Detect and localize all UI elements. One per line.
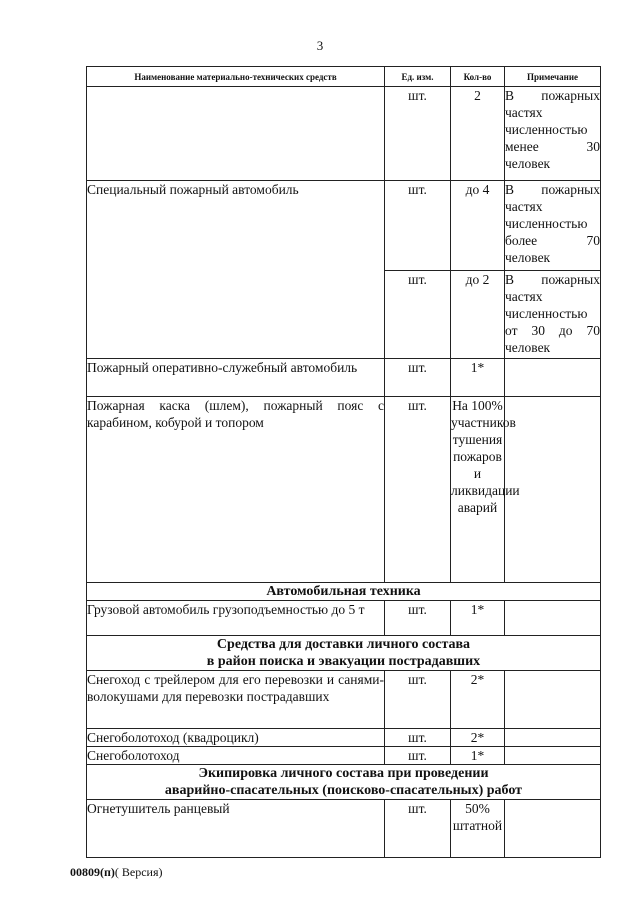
cell-unit: шт. [385,181,451,271]
cell-unit: шт. [385,397,451,583]
page-number: 3 [316,38,324,53]
cell-note [505,729,601,747]
materials-table [86,66,601,858]
cell-unit: шт. [385,671,451,729]
cell-note [505,800,601,858]
cell-note [505,601,601,636]
cell-qty: 2 [451,87,505,181]
section-row [87,636,601,671]
section-row [87,765,601,800]
header-note: Примечание [505,67,601,87]
table-row [87,800,601,858]
table-row [87,397,601,583]
table-row [87,601,601,636]
cell-qty: до 2 [451,271,505,359]
section-title-line: Средства для доставки личного состава [216,637,471,652]
section-title [87,636,601,671]
table-row [87,359,601,397]
cell-name: Пожарный оперативно-служебный автомобиль [87,359,385,397]
cell-name: Снегоболотоход (квадроцикл) [87,729,385,747]
cell-note: В пожарных частях численностью менее 30 человек [505,87,601,181]
cell-name: Снегоход с трейлером для его перевозки и санями-волокушами для перевозки пострадавших [87,671,385,729]
cell-qty: На 100% участников тушения пожаров и ликвидации аварий [451,397,505,583]
cell-name: Грузовой автомобиль грузоподъемностью до 5 т [87,601,385,636]
cell-qty: 2* [451,671,505,729]
cell-note [505,671,601,729]
cell-note: В пожарных частях численностью от 30 до 70 человек [505,271,601,359]
version-label: ( Версия) [114,865,163,879]
cell-qty: 2* [451,729,505,747]
cell-unit: шт. [385,359,451,397]
section-title-line: в район поиска и эвакуации пострадавших [206,654,481,669]
section-title: Автомобильная техника [87,583,601,601]
cell-qty: 1* [451,747,505,765]
cell-name: Пожарная каска (шлем), пожарный пояс с карабином, кобурой и топором [87,397,385,583]
document-code: 00809(п) [70,865,115,879]
table-row [87,729,601,747]
section-title [87,765,601,800]
table-row [87,747,601,765]
header-unit: Ед. изм. [385,67,451,87]
table-row [87,671,601,729]
cell-note [505,747,601,765]
cell-unit: шт. [385,87,451,181]
cell-name: Специальный пожарный автомобиль [87,181,385,359]
cell-unit: шт. [385,729,451,747]
cell-name: Снегоболотоход [87,747,385,765]
section-row [87,583,601,601]
cell-unit: шт. [385,601,451,636]
document-footer [70,865,163,880]
cell-note [505,359,601,397]
table-row [87,181,601,271]
table-row [87,87,601,181]
cell-name [87,87,385,181]
cell-qty: 1* [451,601,505,636]
table-header-row [87,67,601,87]
cell-qty: 50% штатной [451,800,505,858]
cell-name: Огнетушитель ранцевый [87,800,385,858]
cell-qty: 1* [451,359,505,397]
header-qty: Кол-во [451,67,505,87]
header-name: Наименование материально-технических средств [87,67,385,87]
cell-qty: до 4 [451,181,505,271]
section-title-line: Экипировка личного состава при проведении [198,766,489,781]
cell-unit: шт. [385,271,451,359]
section-title-line: аварийно-спасательных (поисково-спасательных) работ [164,783,523,798]
cell-unit: шт. [385,747,451,765]
cell-unit: шт. [385,800,451,858]
cell-note: В пожарных частях численностью более 70 человек [505,181,601,271]
